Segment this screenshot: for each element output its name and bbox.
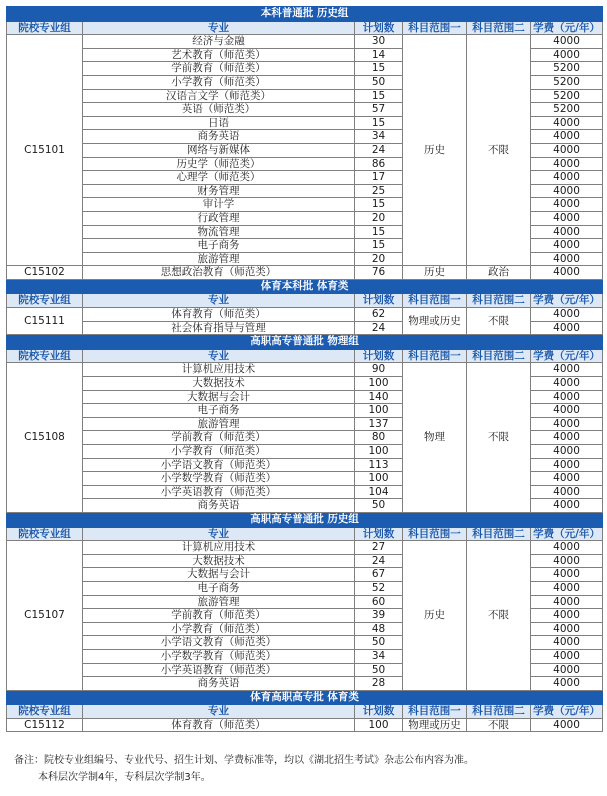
subject-range-2: 不限 (467, 35, 531, 266)
tuition-fee: 4000 (531, 390, 603, 404)
plan-count: 24 (355, 554, 403, 568)
major-name: 小学英语教育（师范类） (83, 663, 355, 677)
tuition-fee: 4000 (531, 568, 603, 582)
major-name: 学前教育（师范类） (83, 609, 355, 623)
major-name: 体育教育（师范类） (83, 718, 355, 732)
plan-count: 20 (355, 211, 403, 225)
plan-count: 17 (355, 171, 403, 185)
subject-range-2: 不限 (467, 541, 531, 691)
major-name: 电子商务 (83, 581, 355, 595)
tuition-fee: 4000 (531, 622, 603, 636)
section-title: 体育高职高专批 体育类 (7, 690, 603, 705)
tuition-fee: 4000 (531, 157, 603, 171)
plan-count: 100 (355, 445, 403, 459)
remarks-line-2: 本科层次学制4年，专科层次学制3年。 (38, 772, 211, 783)
column-header: 院校专业组 (7, 705, 83, 719)
plan-count: 14 (355, 48, 403, 62)
plan-count: 39 (355, 609, 403, 623)
plan-count: 48 (355, 622, 403, 636)
plan-count: 20 (355, 252, 403, 266)
column-header-row (7, 349, 603, 363)
major-name: 小学英语教育（师范类） (83, 485, 355, 499)
tuition-fee: 4000 (531, 363, 603, 377)
column-header: 专业 (83, 705, 355, 719)
plan-count: 80 (355, 431, 403, 445)
tuition-fee: 4000 (531, 321, 603, 335)
tuition-fee: 4000 (531, 718, 603, 732)
plan-count: 15 (355, 89, 403, 103)
major-name: 艺术教育（师范类） (83, 48, 355, 62)
plan-count: 52 (355, 581, 403, 595)
tuition-fee: 4000 (531, 649, 603, 663)
plan-count: 27 (355, 541, 403, 555)
admission-plan-table (6, 6, 603, 732)
tuition-fee: 4000 (531, 445, 603, 459)
plan-count: 15 (355, 116, 403, 130)
plan-count: 34 (355, 130, 403, 144)
column-header: 科目范围二 (467, 21, 531, 35)
plan-count: 50 (355, 75, 403, 89)
tuition-fee: 4000 (531, 663, 603, 677)
plan-count: 50 (355, 636, 403, 650)
major-name: 大数据与会计 (83, 568, 355, 582)
column-header: 专业 (83, 294, 355, 308)
major-name: 计算机应用技术 (83, 541, 355, 555)
subject-range-2: 政治 (467, 266, 531, 280)
tuition-fee: 4000 (531, 636, 603, 650)
tuition-fee: 4000 (531, 239, 603, 253)
major-name: 旅游管理 (83, 595, 355, 609)
table-row (7, 541, 603, 555)
major-name: 小学数学教育（师范类） (83, 472, 355, 486)
tuition-fee: 4000 (531, 458, 603, 472)
section-title-row (7, 279, 603, 294)
column-header-row (7, 294, 603, 308)
section-title: 本科普通批 历史组 (7, 7, 603, 22)
column-header: 科目范围一 (403, 349, 467, 363)
major-name: 网络与新媒体 (83, 143, 355, 157)
tuition-fee: 4000 (531, 171, 603, 185)
plan-count: 15 (355, 62, 403, 76)
group-code: C15112 (7, 718, 83, 732)
major-name: 财务管理 (83, 184, 355, 198)
major-name: 大数据技术 (83, 554, 355, 568)
column-header-row (7, 705, 603, 719)
column-header: 计划数 (355, 349, 403, 363)
major-name: 电子商务 (83, 239, 355, 253)
plan-count: 86 (355, 157, 403, 171)
column-header: 院校专业组 (7, 527, 83, 541)
tuition-fee: 4000 (531, 143, 603, 157)
table-body (7, 7, 603, 732)
plan-count: 100 (355, 377, 403, 391)
section-title-row (7, 335, 603, 350)
major-name: 学前教育（师范类） (83, 62, 355, 76)
tuition-fee: 5200 (531, 75, 603, 89)
column-header: 学费（元/年） (531, 527, 603, 541)
plan-count: 60 (355, 595, 403, 609)
tuition-fee: 4000 (531, 308, 603, 322)
tuition-fee: 4000 (531, 198, 603, 212)
column-header: 专业 (83, 527, 355, 541)
tuition-fee: 4000 (531, 595, 603, 609)
major-name: 旅游管理 (83, 417, 355, 431)
group-code: C15101 (7, 35, 83, 266)
plan-count: 140 (355, 390, 403, 404)
plan-count: 15 (355, 198, 403, 212)
column-header: 科目范围一 (403, 705, 467, 719)
plan-count: 50 (355, 499, 403, 513)
plan-count: 100 (355, 472, 403, 486)
table-row (7, 718, 603, 732)
plan-count: 113 (355, 458, 403, 472)
subject-range-2: 不限 (467, 718, 531, 732)
major-name: 小学语文教育（师范类） (83, 458, 355, 472)
major-name: 行政管理 (83, 211, 355, 225)
column-header: 计划数 (355, 705, 403, 719)
column-header: 科目范围二 (467, 349, 531, 363)
column-header: 计划数 (355, 294, 403, 308)
column-header: 科目范围一 (403, 21, 467, 35)
subject-range-2: 不限 (467, 363, 531, 513)
plan-count: 67 (355, 568, 403, 582)
subject-range-1: 历史 (403, 35, 467, 266)
section-title: 高职高专普通批 历史组 (7, 512, 603, 527)
admission-plan-sheet (6, 6, 602, 732)
subject-range-2: 不限 (467, 308, 531, 335)
plan-count: 25 (355, 184, 403, 198)
major-name: 社会体育指导与管理 (83, 321, 355, 335)
plan-count: 34 (355, 649, 403, 663)
tuition-fee: 5200 (531, 89, 603, 103)
plan-count: 30 (355, 35, 403, 49)
major-name: 小学教育（师范类） (83, 75, 355, 89)
remarks-line-1: 备注：院校专业组编号、专业代号、招生计划、学费标准等，均以《湖北招生考试》杂志公布内容为准。 (14, 755, 474, 766)
table-row (7, 363, 603, 377)
plan-count: 57 (355, 103, 403, 117)
plan-count: 100 (355, 404, 403, 418)
tuition-fee: 4000 (531, 431, 603, 445)
major-name: 历史学（师范类） (83, 157, 355, 171)
section-title-row (7, 7, 603, 22)
tuition-fee: 4000 (531, 48, 603, 62)
major-name: 审计学 (83, 198, 355, 212)
plan-count: 24 (355, 143, 403, 157)
major-name: 小学教育（师范类） (83, 445, 355, 459)
major-name: 物流管理 (83, 225, 355, 239)
column-header: 科目范围二 (467, 294, 531, 308)
subject-range-1: 物理 (403, 363, 467, 513)
tuition-fee: 4000 (531, 404, 603, 418)
major-name: 计算机应用技术 (83, 363, 355, 377)
tuition-fee: 4000 (531, 499, 603, 513)
column-header: 计划数 (355, 527, 403, 541)
major-name: 体育教育（师范类） (83, 308, 355, 322)
tuition-fee: 4000 (531, 581, 603, 595)
column-header: 院校专业组 (7, 21, 83, 35)
plan-count: 62 (355, 308, 403, 322)
major-name: 商务英语 (83, 130, 355, 144)
table-row (7, 35, 603, 49)
tuition-fee: 4000 (531, 417, 603, 431)
major-name: 小学数学教育（师范类） (83, 649, 355, 663)
subject-range-1: 物理或历史 (403, 308, 467, 335)
column-header: 专业 (83, 21, 355, 35)
major-name: 大数据技术 (83, 377, 355, 391)
tuition-fee: 4000 (531, 252, 603, 266)
column-header: 学费（元/年） (531, 21, 603, 35)
major-name: 思想政治教育（师范类） (83, 266, 355, 280)
column-header: 科目范围一 (403, 294, 467, 308)
tuition-fee: 4000 (531, 485, 603, 499)
tuition-fee: 4000 (531, 677, 603, 691)
table-row (7, 308, 603, 322)
major-name: 旅游管理 (83, 252, 355, 266)
group-code: C15111 (7, 308, 83, 335)
major-name: 小学教育（师范类） (83, 622, 355, 636)
column-header: 院校专业组 (7, 349, 83, 363)
major-name: 商务英语 (83, 677, 355, 691)
plan-count: 15 (355, 239, 403, 253)
major-name: 小学语文教育（师范类） (83, 636, 355, 650)
tuition-fee: 4000 (531, 541, 603, 555)
plan-count: 15 (355, 225, 403, 239)
remarks (14, 752, 474, 786)
column-header: 学费（元/年） (531, 294, 603, 308)
major-name: 英语（师范类） (83, 103, 355, 117)
column-header: 科目范围二 (467, 705, 531, 719)
tuition-fee: 4000 (531, 266, 603, 280)
section-title: 体育本科批 体育类 (7, 279, 603, 294)
section-title: 高职高专普通批 物理组 (7, 335, 603, 350)
major-name: 心理学（师范类） (83, 171, 355, 185)
plan-count: 100 (355, 718, 403, 732)
subject-range-1: 物理或历史 (403, 718, 467, 732)
group-code: C15108 (7, 363, 83, 513)
plan-count: 137 (355, 417, 403, 431)
major-name: 电子商务 (83, 404, 355, 418)
column-header: 院校专业组 (7, 294, 83, 308)
major-name: 大数据与会计 (83, 390, 355, 404)
tuition-fee: 4000 (531, 184, 603, 198)
tuition-fee: 4000 (531, 225, 603, 239)
tuition-fee: 4000 (531, 472, 603, 486)
column-header: 计划数 (355, 21, 403, 35)
plan-count: 76 (355, 266, 403, 280)
major-name: 汉语言文学（师范类） (83, 89, 355, 103)
column-header-row (7, 21, 603, 35)
column-header: 科目范围二 (467, 527, 531, 541)
plan-count: 24 (355, 321, 403, 335)
tuition-fee: 4000 (531, 35, 603, 49)
plan-count: 28 (355, 677, 403, 691)
tuition-fee: 5200 (531, 103, 603, 117)
plan-count: 90 (355, 363, 403, 377)
column-header: 学费（元/年） (531, 349, 603, 363)
major-name: 学前教育（师范类） (83, 431, 355, 445)
tuition-fee: 5200 (531, 62, 603, 76)
table-row (7, 266, 603, 280)
tuition-fee: 4000 (531, 130, 603, 144)
major-name: 商务英语 (83, 499, 355, 513)
column-header: 科目范围一 (403, 527, 467, 541)
group-code: C15107 (7, 541, 83, 691)
group-code: C15102 (7, 266, 83, 280)
tuition-fee: 4000 (531, 211, 603, 225)
section-title-row (7, 690, 603, 705)
plan-count: 50 (355, 663, 403, 677)
subject-range-1: 历史 (403, 266, 467, 280)
column-header: 学费（元/年） (531, 705, 603, 719)
tuition-fee: 4000 (531, 609, 603, 623)
column-header: 专业 (83, 349, 355, 363)
section-title-row (7, 512, 603, 527)
tuition-fee: 4000 (531, 116, 603, 130)
major-name: 经济与金融 (83, 35, 355, 49)
major-name: 日语 (83, 116, 355, 130)
subject-range-1: 历史 (403, 541, 467, 691)
column-header-row (7, 527, 603, 541)
tuition-fee: 4000 (531, 377, 603, 391)
tuition-fee: 4000 (531, 554, 603, 568)
plan-count: 104 (355, 485, 403, 499)
